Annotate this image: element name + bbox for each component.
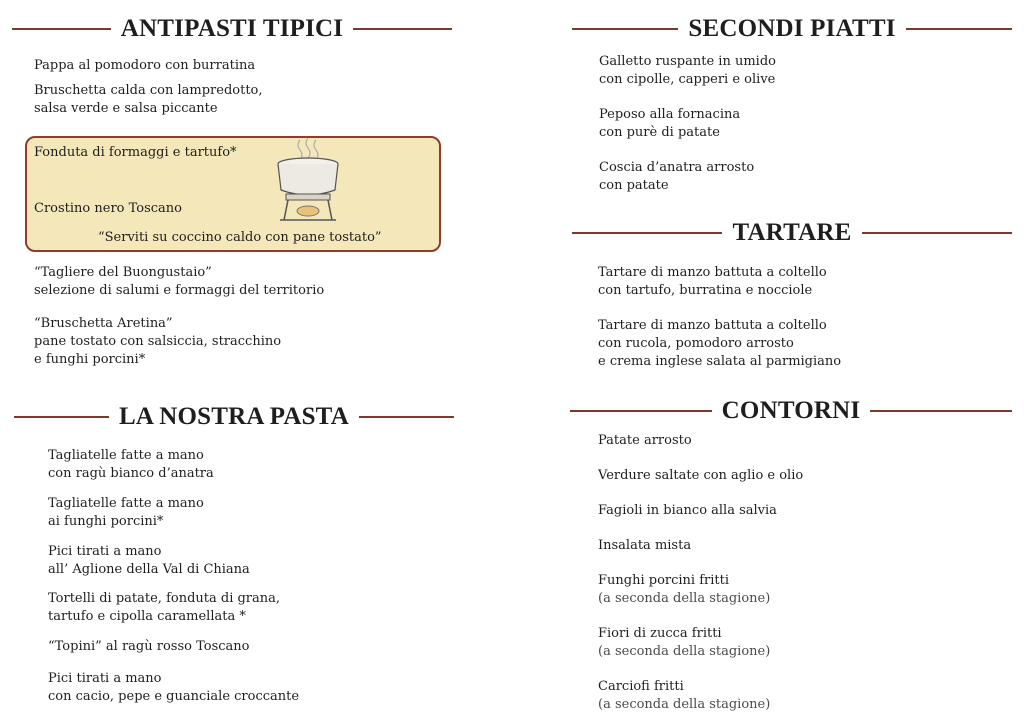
divider — [870, 410, 1012, 412]
divider — [570, 410, 712, 412]
item-description: pane tostato con salsiccia, stracchino — [34, 334, 282, 349]
item-note: (a seconda della stagione) — [598, 644, 771, 659]
item-name: Coscia d’anatra arrosto — [599, 160, 755, 175]
item-description: con cacio, pepe e guanciale croccante — [48, 689, 300, 704]
divider — [572, 232, 722, 234]
divider — [359, 416, 454, 418]
divider — [12, 28, 111, 30]
section-title: LA NOSTRA PASTA — [119, 403, 349, 430]
item-name: Patate arrosto — [598, 433, 692, 448]
menu-item — [598, 625, 770, 661]
menu-item — [598, 537, 691, 555]
section-title: ANTIPASTI TIPICI — [120, 15, 344, 42]
item-description: e crema inglese salata al parmigiano — [598, 354, 842, 369]
item-name: Fagioli in bianco alla salvia — [598, 503, 777, 518]
item-description: e funghi porcini* — [34, 352, 146, 367]
menu-item — [598, 572, 770, 608]
item-description: salsa verde e salsa piccante — [34, 101, 218, 116]
item-name: Pici tirati a mano — [48, 671, 162, 686]
menu-item — [598, 502, 777, 520]
item-description: tartufo e cipolla caramellata * — [48, 609, 246, 624]
divider — [906, 28, 1012, 30]
item-name: Tartare di manzo battuta a coltello — [598, 265, 827, 280]
item-name: Fonduta di formaggi e tartufo* — [34, 145, 237, 160]
item-description: con purè di patate — [599, 125, 720, 140]
section-header-antipasti — [12, 14, 452, 44]
menu-item — [599, 53, 776, 89]
section-header-tartare — [572, 218, 1012, 248]
item-note: (a seconda della stagione) — [598, 697, 771, 712]
menu-item — [34, 315, 281, 369]
item-name: Pici tirati a mano — [48, 544, 162, 559]
menu-item — [48, 495, 204, 531]
menu-item — [599, 159, 754, 195]
item-name: Bruschetta calda con lampredotto, — [34, 83, 263, 98]
item-name: Carciofi fritti — [598, 679, 684, 694]
item-description: con cipolle, capperi e olive — [599, 72, 776, 87]
section-header-pasta — [14, 402, 454, 432]
menu-item — [598, 678, 770, 714]
item-name: Tartare di manzo battuta a coltello — [598, 318, 827, 333]
section-title: SECONDI PIATTI — [688, 15, 896, 42]
divider — [572, 28, 678, 30]
item-name: “Tagliere del Buongustaio” — [34, 265, 212, 280]
menu-item — [34, 200, 182, 218]
item-name: Pappa al pomodoro con burratina — [34, 58, 256, 73]
highlight-note: “Serviti su coccino caldo con pane tostato” — [98, 230, 382, 245]
divider — [862, 232, 1012, 234]
section-header-secondi — [572, 14, 1012, 44]
item-name: Funghi porcini fritti — [598, 573, 730, 588]
section-title: CONTORNI — [721, 397, 861, 424]
menu-item — [48, 447, 214, 483]
item-name: Tagliatelle fatte a mano — [48, 496, 204, 511]
menu-item — [598, 317, 841, 371]
item-name: Insalata mista — [598, 538, 692, 553]
section-title: TARTARE — [732, 219, 852, 246]
divider — [14, 416, 109, 418]
item-name: Fiori di zucca fritti — [598, 626, 722, 641]
menu-item — [48, 670, 299, 706]
item-name: Tagliatelle fatte a mano — [48, 448, 204, 463]
item-name: Crostino nero Toscano — [34, 201, 183, 216]
item-description: con rucola, pomodoro arrosto — [598, 336, 794, 351]
fondue-pot-icon — [272, 136, 344, 224]
menu-item — [48, 638, 250, 656]
item-name: “Bruschetta Aretina” — [34, 316, 173, 331]
menu-item — [48, 590, 280, 626]
menu-item — [34, 264, 324, 300]
item-description: con patate — [599, 178, 669, 193]
menu-item — [48, 543, 250, 579]
item-name: Galletto ruspante in umido — [599, 54, 776, 69]
divider — [353, 28, 452, 30]
menu-item — [34, 57, 255, 75]
menu-item — [34, 82, 263, 118]
item-name: Peposo alla fornacina — [599, 107, 741, 122]
item-name: Verdure saltate con aglio e olio — [598, 468, 804, 483]
item-description: ai funghi porcini* — [48, 514, 164, 529]
item-note: (a seconda della stagione) — [598, 591, 771, 606]
item-description: con ragù bianco d’anatra — [48, 466, 214, 481]
menu-item — [599, 106, 740, 142]
menu-item — [34, 144, 237, 162]
menu-item — [598, 264, 827, 300]
menu-item — [598, 432, 692, 450]
item-name: “Topini” al ragù rosso Toscano — [48, 639, 250, 654]
menu-item — [598, 467, 803, 485]
item-description: selezione di salumi e formaggi del territorio — [34, 283, 325, 298]
item-description: con tartufo, burratina e nocciole — [598, 283, 813, 298]
item-name: Tortelli di patate, fonduta di grana, — [48, 591, 281, 606]
item-description: all’ Aglione della Val di Chiana — [48, 562, 250, 577]
section-header-contorni — [570, 396, 1012, 426]
